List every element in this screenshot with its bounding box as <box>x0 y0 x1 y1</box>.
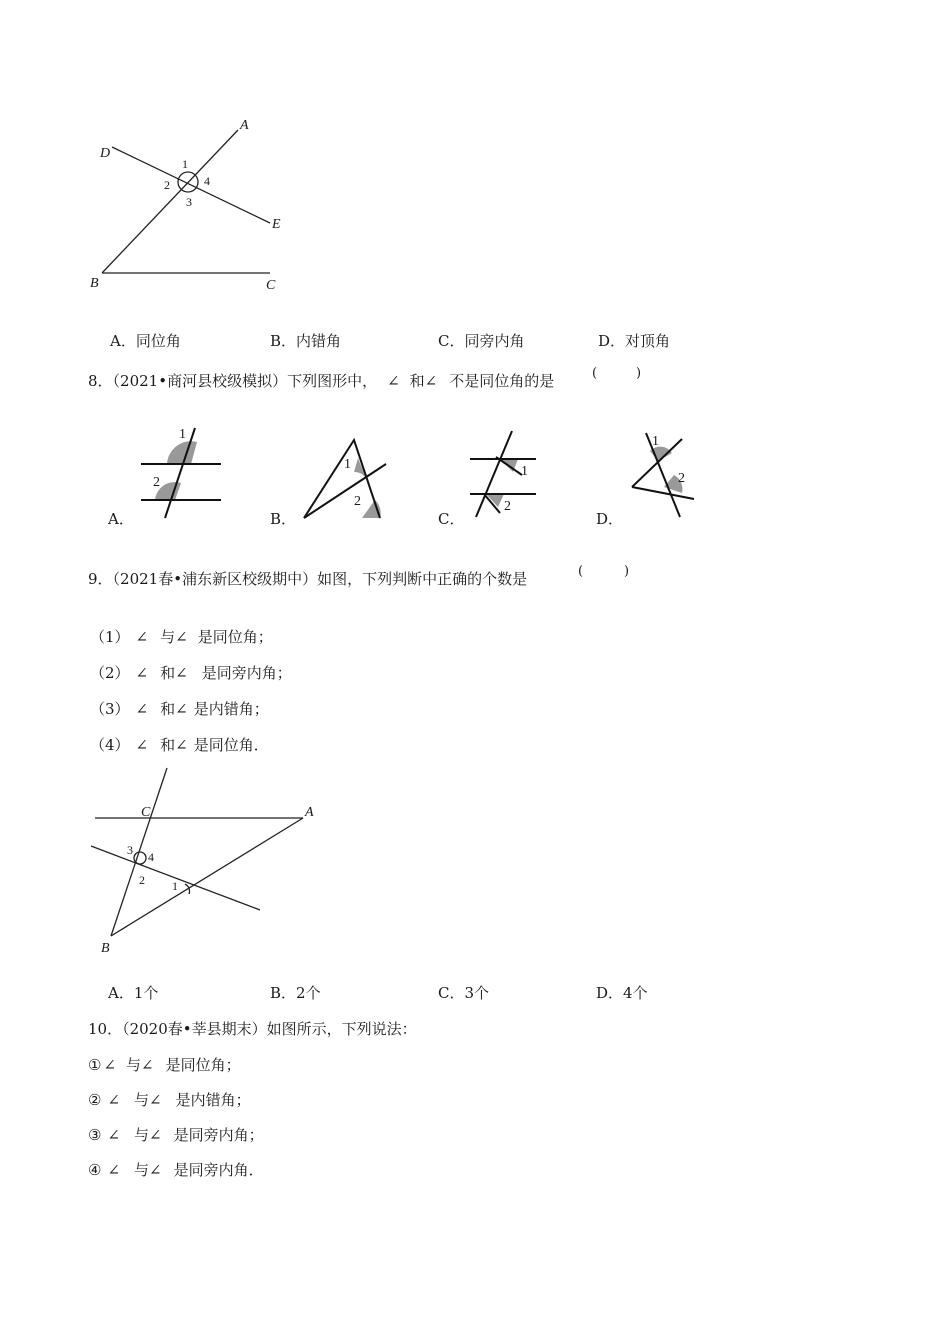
statement-num: ③ <box>88 1126 102 1144</box>
option-text: 同旁内角 <box>464 332 525 350</box>
q8-question-end: 不是同位角的是 <box>449 372 555 390</box>
q8c-label-1: 1 <box>521 464 528 479</box>
option-letter: B． <box>270 984 297 1002</box>
statement-mid: 和∠ <box>160 664 188 682</box>
q9-paren-right: ) <box>624 564 630 579</box>
q7-angle-1: 1 <box>182 157 188 171</box>
statement-end: 是同位角； <box>165 1056 241 1074</box>
statement-end: 是同位角． <box>193 736 269 754</box>
q7-point-b: B <box>90 276 99 291</box>
statement-angle: ∠ <box>103 1056 117 1074</box>
q9-question <box>88 568 527 589</box>
statement-mid: 和∠ <box>160 700 188 718</box>
option-text: 内错角 <box>296 332 342 350</box>
q9-figure <box>85 762 325 960</box>
q9-statement-1 <box>90 626 273 647</box>
q8b-label-2: 2 <box>354 494 361 509</box>
q10-source: （2020春•莘县期末）如图所示，下列说法： <box>122 1020 417 1038</box>
option-text: 3个 <box>464 984 490 1002</box>
option-text: 1个 <box>133 984 159 1002</box>
q7-angle-4: 4 <box>204 174 210 188</box>
q8-paren-right: ) <box>636 366 642 381</box>
q8-number: 8． <box>88 372 113 390</box>
q7-option-a[interactable] <box>110 330 181 351</box>
q9-point-b: B <box>101 941 110 956</box>
q10-question <box>88 1018 417 1039</box>
q8-question <box>88 370 554 391</box>
q9-angle-1: 1 <box>172 879 178 893</box>
statement-num: （1） <box>90 628 130 646</box>
option-letter: C． <box>438 332 465 350</box>
q7-point-c: C <box>266 278 276 293</box>
q9-statement-4 <box>90 734 269 755</box>
statement-end: 是同旁内角； <box>201 664 292 682</box>
option-letter: B． <box>270 332 297 350</box>
q9-point-a: A <box>305 805 314 820</box>
q10-number: 10． <box>88 1020 123 1038</box>
option-letter: C． <box>438 984 465 1002</box>
q8a-angle1-mark <box>167 441 197 464</box>
q7-line-de <box>112 147 270 223</box>
q9-angle-3: 3 <box>127 843 133 857</box>
q8-option-d[interactable]: D． <box>596 510 624 528</box>
q8-source: （2021•商河县校级模拟）下列图形中， <box>112 372 378 390</box>
option-text: 2个 <box>296 984 321 1002</box>
statement-end: 是同位角； <box>197 628 273 646</box>
q8c-label-2: 2 <box>504 499 511 514</box>
q7-figure <box>80 105 310 305</box>
statement-angle: ∠ <box>135 700 149 718</box>
statement-mid: 与∠ <box>126 1056 154 1074</box>
q9-statement-3 <box>90 698 269 719</box>
option-letter: A． <box>110 332 136 350</box>
q8d-label-1: 1 <box>652 434 659 449</box>
q8-figure-b <box>296 430 391 525</box>
q9-angle-4: 4 <box>148 850 154 864</box>
q9-option-d[interactable] <box>596 982 648 1003</box>
q9-point-c: C <box>141 805 151 820</box>
q9-option-b[interactable] <box>270 982 321 1003</box>
statement-num: ② <box>88 1091 102 1109</box>
q9-paren-left: ( <box>578 564 584 579</box>
q10-statement-1 <box>88 1054 241 1075</box>
q8-option-c[interactable]: C． <box>438 510 465 528</box>
statement-num: （4） <box>90 736 130 754</box>
q7-angle-3: 3 <box>186 195 192 209</box>
statement-angle: ∠ <box>107 1091 121 1109</box>
q10-statement-2 <box>88 1089 251 1110</box>
statement-num: （3） <box>90 700 130 718</box>
q8-paren-left: ( <box>592 366 598 381</box>
statement-num: ④ <box>88 1161 102 1179</box>
q7-point-e: E <box>272 217 281 232</box>
statement-angle: ∠ <box>135 628 149 646</box>
q8a-label-1: 1 <box>179 427 186 442</box>
q9-number: 9． <box>88 570 113 588</box>
statement-end: 是内错角； <box>175 1091 251 1109</box>
option-text: 4个 <box>623 984 648 1002</box>
option-letter: D． <box>598 332 626 350</box>
q7-angle-2: 2 <box>164 178 170 192</box>
statement-num: ① <box>88 1056 102 1074</box>
q8d-label-2: 2 <box>678 471 685 486</box>
statement-mid: 与∠ <box>160 628 188 646</box>
option-letter: A． <box>108 984 134 1002</box>
statement-num: （2） <box>90 664 130 682</box>
q7-point-a: A <box>240 118 249 133</box>
statement-end: 是内错角； <box>193 700 269 718</box>
q9-source: （2021春•浦东新区校级期中）如图，下列判断中正确的个数是 <box>112 570 528 588</box>
q7-option-b[interactable] <box>270 330 341 351</box>
statement-mid: 与∠ <box>134 1161 162 1179</box>
option-text: 对顶角 <box>625 332 671 350</box>
q8-angle1: ∠ <box>387 372 400 390</box>
q8-and: 和∠ <box>409 372 438 390</box>
q9-line-transversal <box>91 846 260 910</box>
q8-figure-d <box>622 425 702 520</box>
q7-option-c[interactable] <box>438 330 525 351</box>
q8-option-b[interactable]: B． <box>270 510 297 528</box>
statement-angle: ∠ <box>107 1126 121 1144</box>
q8-figure-c <box>464 425 544 520</box>
statement-end: 是同旁内角； <box>173 1126 264 1144</box>
q8b-label-1: 1 <box>344 457 351 472</box>
q9-option-c[interactable] <box>438 982 489 1003</box>
q8-figure-a <box>135 420 230 520</box>
q9-angle-circle <box>134 852 146 864</box>
option-text: 同位角 <box>135 332 181 350</box>
q7-option-d[interactable] <box>598 330 670 351</box>
statement-angle: ∠ <box>107 1161 121 1179</box>
q8a-label-2: 2 <box>153 475 160 490</box>
q9-angle-2: 2 <box>139 873 145 887</box>
q9-option-a[interactable] <box>108 982 158 1003</box>
statement-mid: 与∠ <box>134 1091 162 1109</box>
statement-end: 是同旁内角． <box>173 1161 264 1179</box>
q8-option-a[interactable]: A． <box>108 510 134 528</box>
statement-mid: 和∠ <box>160 736 188 754</box>
statement-angle: ∠ <box>135 664 149 682</box>
q10-statement-4 <box>88 1159 264 1180</box>
statement-angle: ∠ <box>135 736 149 754</box>
q7-point-d: D <box>100 146 111 161</box>
q9-statement-2 <box>90 662 292 683</box>
option-letter: D． <box>596 984 624 1002</box>
q10-statement-3 <box>88 1124 264 1145</box>
statement-mid: 与∠ <box>134 1126 162 1144</box>
